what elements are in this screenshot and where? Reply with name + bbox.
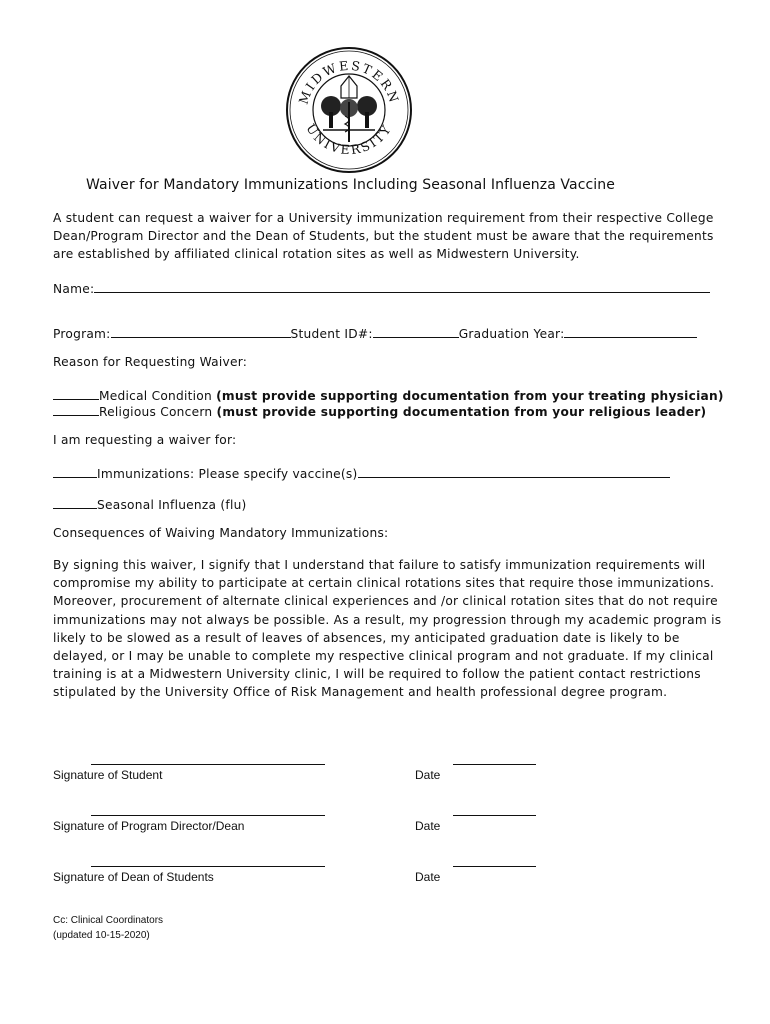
immunizations-label: Immunizations: Please specify vaccine(s)	[97, 467, 358, 481]
footer	[53, 913, 163, 943]
student-signature-line[interactable]	[91, 764, 325, 765]
medical-label: Medical Condition	[99, 389, 212, 403]
intro-paragraph: A student can request a waiver for a University immunization requirement from their respective College Dean/Program Director and the Dean of Students, but the student must be aware that the requirements are established by affiliated clinical rotation sites as well as Midwestern University.	[53, 211, 714, 262]
program-row	[53, 324, 697, 341]
religious-label: Religious Concern	[99, 405, 213, 419]
dean-signature-line[interactable]	[91, 866, 325, 867]
name-field[interactable]	[94, 279, 710, 293]
student-date-label: Date	[415, 768, 441, 782]
director-date-line[interactable]	[453, 815, 536, 816]
director-date-label: Date	[415, 819, 441, 833]
consequences-paragraph: By signing this waiver, I signify that I understand that failure to satisfy immunization requirements will compromise my ability to participate at certain clinical rotations sites that require those immunizations. Moreover, procurement of alternate clinical experiences and /or clinical rotation sites that do not require immunizations may not always be possible. As a result, my progression through my academic program is likely to be slowed as a result of leaves of absences, my anticipated graduation date is likely to be delayed, or I may be unable to complete my respective clinical program and not graduate. If my clinical training is at a Midwestern University clinic, I will be required to follow the patient contact restrictions stipulated by the University Office of Risk Management and health professional degree program.	[53, 558, 722, 700]
cc-line: Cc: Clinical Coordinators	[53, 915, 164, 926]
immunizations-row	[53, 464, 670, 481]
university-seal-logo	[285, 46, 413, 174]
director-signature-line[interactable]	[91, 815, 325, 816]
program-field[interactable]	[111, 324, 291, 338]
vaccine-field[interactable]	[358, 464, 670, 478]
name-row	[53, 279, 710, 296]
medical-note: (must provide supporting documentation from your treating physician)	[216, 389, 724, 403]
waiver-for-heading: I am requesting a waiver for:	[53, 433, 237, 447]
document-title: Waiver for Mandatory Immunizations Including Seasonal Influenza Vaccine	[86, 177, 615, 193]
graduation-year-label: Graduation Year:	[458, 327, 565, 341]
updated-line: (updated 10-15-2020)	[53, 930, 150, 941]
graduation-year-field[interactable]	[564, 324, 697, 338]
student-id-field[interactable]	[373, 324, 459, 338]
flu-label: Seasonal Influenza (flu)	[97, 498, 247, 512]
immunizations-check-blank[interactable]	[53, 464, 97, 478]
reason-option-religious	[53, 402, 706, 419]
student-signature-label: Signature of Student	[53, 768, 163, 782]
name-label: Name:	[53, 282, 95, 296]
program-label: Program:	[53, 327, 111, 341]
reason-option-medical	[53, 386, 724, 403]
student-date-line[interactable]	[453, 764, 536, 765]
religious-check-blank[interactable]	[53, 402, 99, 416]
religious-note: (must provide supporting documentation from your religious leader)	[216, 405, 707, 419]
seal-top-text: MIDWESTERN	[295, 57, 403, 107]
reason-heading: Reason for Requesting Waiver:	[53, 355, 248, 369]
seal-bottom-text: UNIVERSITY	[303, 120, 395, 158]
student-id-label: Student ID#:	[290, 327, 373, 341]
dean-date-line[interactable]	[453, 866, 536, 867]
medical-check-blank[interactable]	[53, 386, 99, 400]
dean-signature-label: Signature of Dean of Students	[53, 870, 214, 884]
dean-date-label: Date	[415, 870, 441, 884]
flu-row	[53, 495, 247, 512]
consequences-heading: Consequences of Waiving Mandatory Immunizations:	[53, 526, 389, 540]
director-signature-label: Signature of Program Director/Dean	[53, 819, 245, 833]
flu-check-blank[interactable]	[53, 495, 97, 509]
